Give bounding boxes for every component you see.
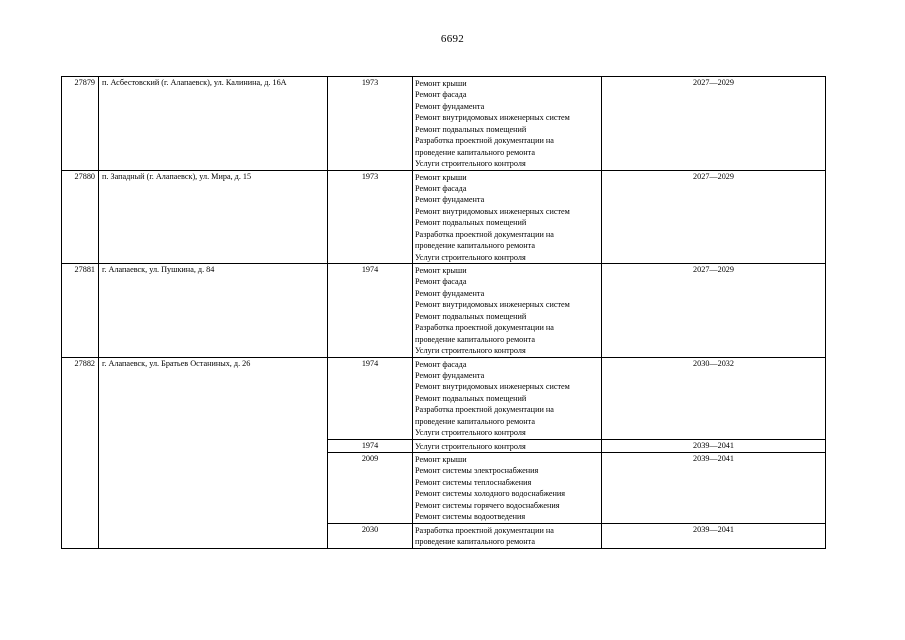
period-cell: 2027—2029 <box>602 264 826 358</box>
record-number-cell: 27881 <box>62 264 99 358</box>
work-item: Ремонт внутридомовых инженерных систем <box>415 300 570 310</box>
work-item: Ремонт фундамента <box>415 370 485 380</box>
works-cell <box>413 453 602 524</box>
work-item: Ремонт системы горячего водоснабжения <box>415 500 560 510</box>
table-row <box>62 357 826 439</box>
work-item: Ремонт подвальных помещений <box>415 311 527 321</box>
work-item: Услуги строительного контроля <box>415 252 526 262</box>
work-item: Разработка проектной документации на <box>415 323 554 333</box>
period-cell: 2027—2029 <box>602 170 826 264</box>
year-cell: 1974 <box>328 357 413 439</box>
work-item: Ремонт подвальных помещений <box>415 218 527 228</box>
repair-schedule-table <box>61 76 826 549</box>
work-item: проведение капитального ремонта <box>415 334 535 344</box>
work-item: Услуги строительного контроля <box>415 159 526 169</box>
period-cell: 2039—2041 <box>602 439 826 452</box>
address-cell: г. Алапаевск, ул. Пушкина, д. 84 <box>99 264 328 358</box>
period-cell: 2039—2041 <box>602 523 826 548</box>
work-item: Ремонт подвальных помещений <box>415 124 527 134</box>
year-cell: 1974 <box>328 439 413 452</box>
record-number-cell: 27880 <box>62 170 99 264</box>
work-item: Ремонт системы теплоснабжения <box>415 477 532 487</box>
work-item: Ремонт фасада <box>415 183 467 193</box>
work-item: Ремонт фасада <box>415 90 467 100</box>
work-item: Ремонт крыши <box>415 172 467 182</box>
work-item: Услуги строительного контроля <box>415 441 526 451</box>
work-item: проведение капитального ремонта <box>415 147 535 157</box>
year-cell: 2009 <box>328 453 413 524</box>
work-item: проведение капитального ремонта <box>415 416 535 426</box>
year-cell: 1973 <box>328 77 413 171</box>
works-cell <box>413 170 602 264</box>
period-cell: 2027—2029 <box>602 77 826 171</box>
work-item: Ремонт системы электроснабжения <box>415 466 539 476</box>
work-item: Ремонт фундамента <box>415 101 485 111</box>
work-item: Ремонт фасада <box>415 277 467 287</box>
work-item: Услуги строительного контроля <box>415 428 526 438</box>
address-cell: г. Алапаевск, ул. Братьев Останиных, д. 26 <box>99 357 328 548</box>
works-cell <box>413 357 602 439</box>
works-cell <box>413 264 602 358</box>
work-item: Ремонт крыши <box>415 79 467 88</box>
work-item: Ремонт фасада <box>415 359 467 369</box>
period-cell: 2030—2032 <box>602 357 826 439</box>
record-number-cell: 27882 <box>62 357 99 548</box>
work-item: Ремонт внутридомовых инженерных систем <box>415 113 570 123</box>
works-cell <box>413 439 602 452</box>
work-item: Ремонт внутридомовых инженерных систем <box>415 206 570 216</box>
year-cell: 1974 <box>328 264 413 358</box>
work-item: Ремонт крыши <box>415 455 467 464</box>
work-item: Услуги строительного контроля <box>415 346 526 356</box>
work-item: Ремонт системы водоотведения <box>415 512 526 522</box>
work-item: Разработка проектной документации на <box>415 405 554 415</box>
work-item: Разработка проектной документации на <box>415 525 554 535</box>
work-item: проведение капитального ремонта <box>415 537 535 547</box>
table-row <box>62 77 826 171</box>
period-cell: 2039—2041 <box>602 453 826 524</box>
work-item: Ремонт системы холодного водоснабжения <box>415 489 566 499</box>
table-row <box>62 264 826 358</box>
table-row <box>62 170 826 264</box>
work-item: Ремонт фундамента <box>415 288 485 298</box>
work-item: Ремонт подвальных помещений <box>415 393 527 403</box>
work-item: Ремонт крыши <box>415 266 467 275</box>
address-cell: п. Асбестовский (г. Алапаевск), ул. Калинина, д. 16А <box>99 77 328 171</box>
work-item: проведение капитального ремонта <box>415 241 535 251</box>
year-cell: 2030 <box>328 523 413 548</box>
works-cell <box>413 77 602 171</box>
work-item: Ремонт внутридомовых инженерных систем <box>415 382 570 392</box>
page-number: 6692 <box>440 33 465 45</box>
record-number-cell: 27879 <box>62 77 99 171</box>
address-cell: п. Западный (г. Алапаевск), ул. Мира, д. 15 <box>99 170 328 264</box>
works-cell <box>413 523 602 548</box>
work-item: Разработка проектной документации на <box>415 229 554 239</box>
work-item: Ремонт фундамента <box>415 195 485 205</box>
year-cell: 1973 <box>328 170 413 264</box>
work-item: Разработка проектной документации на <box>415 136 554 146</box>
